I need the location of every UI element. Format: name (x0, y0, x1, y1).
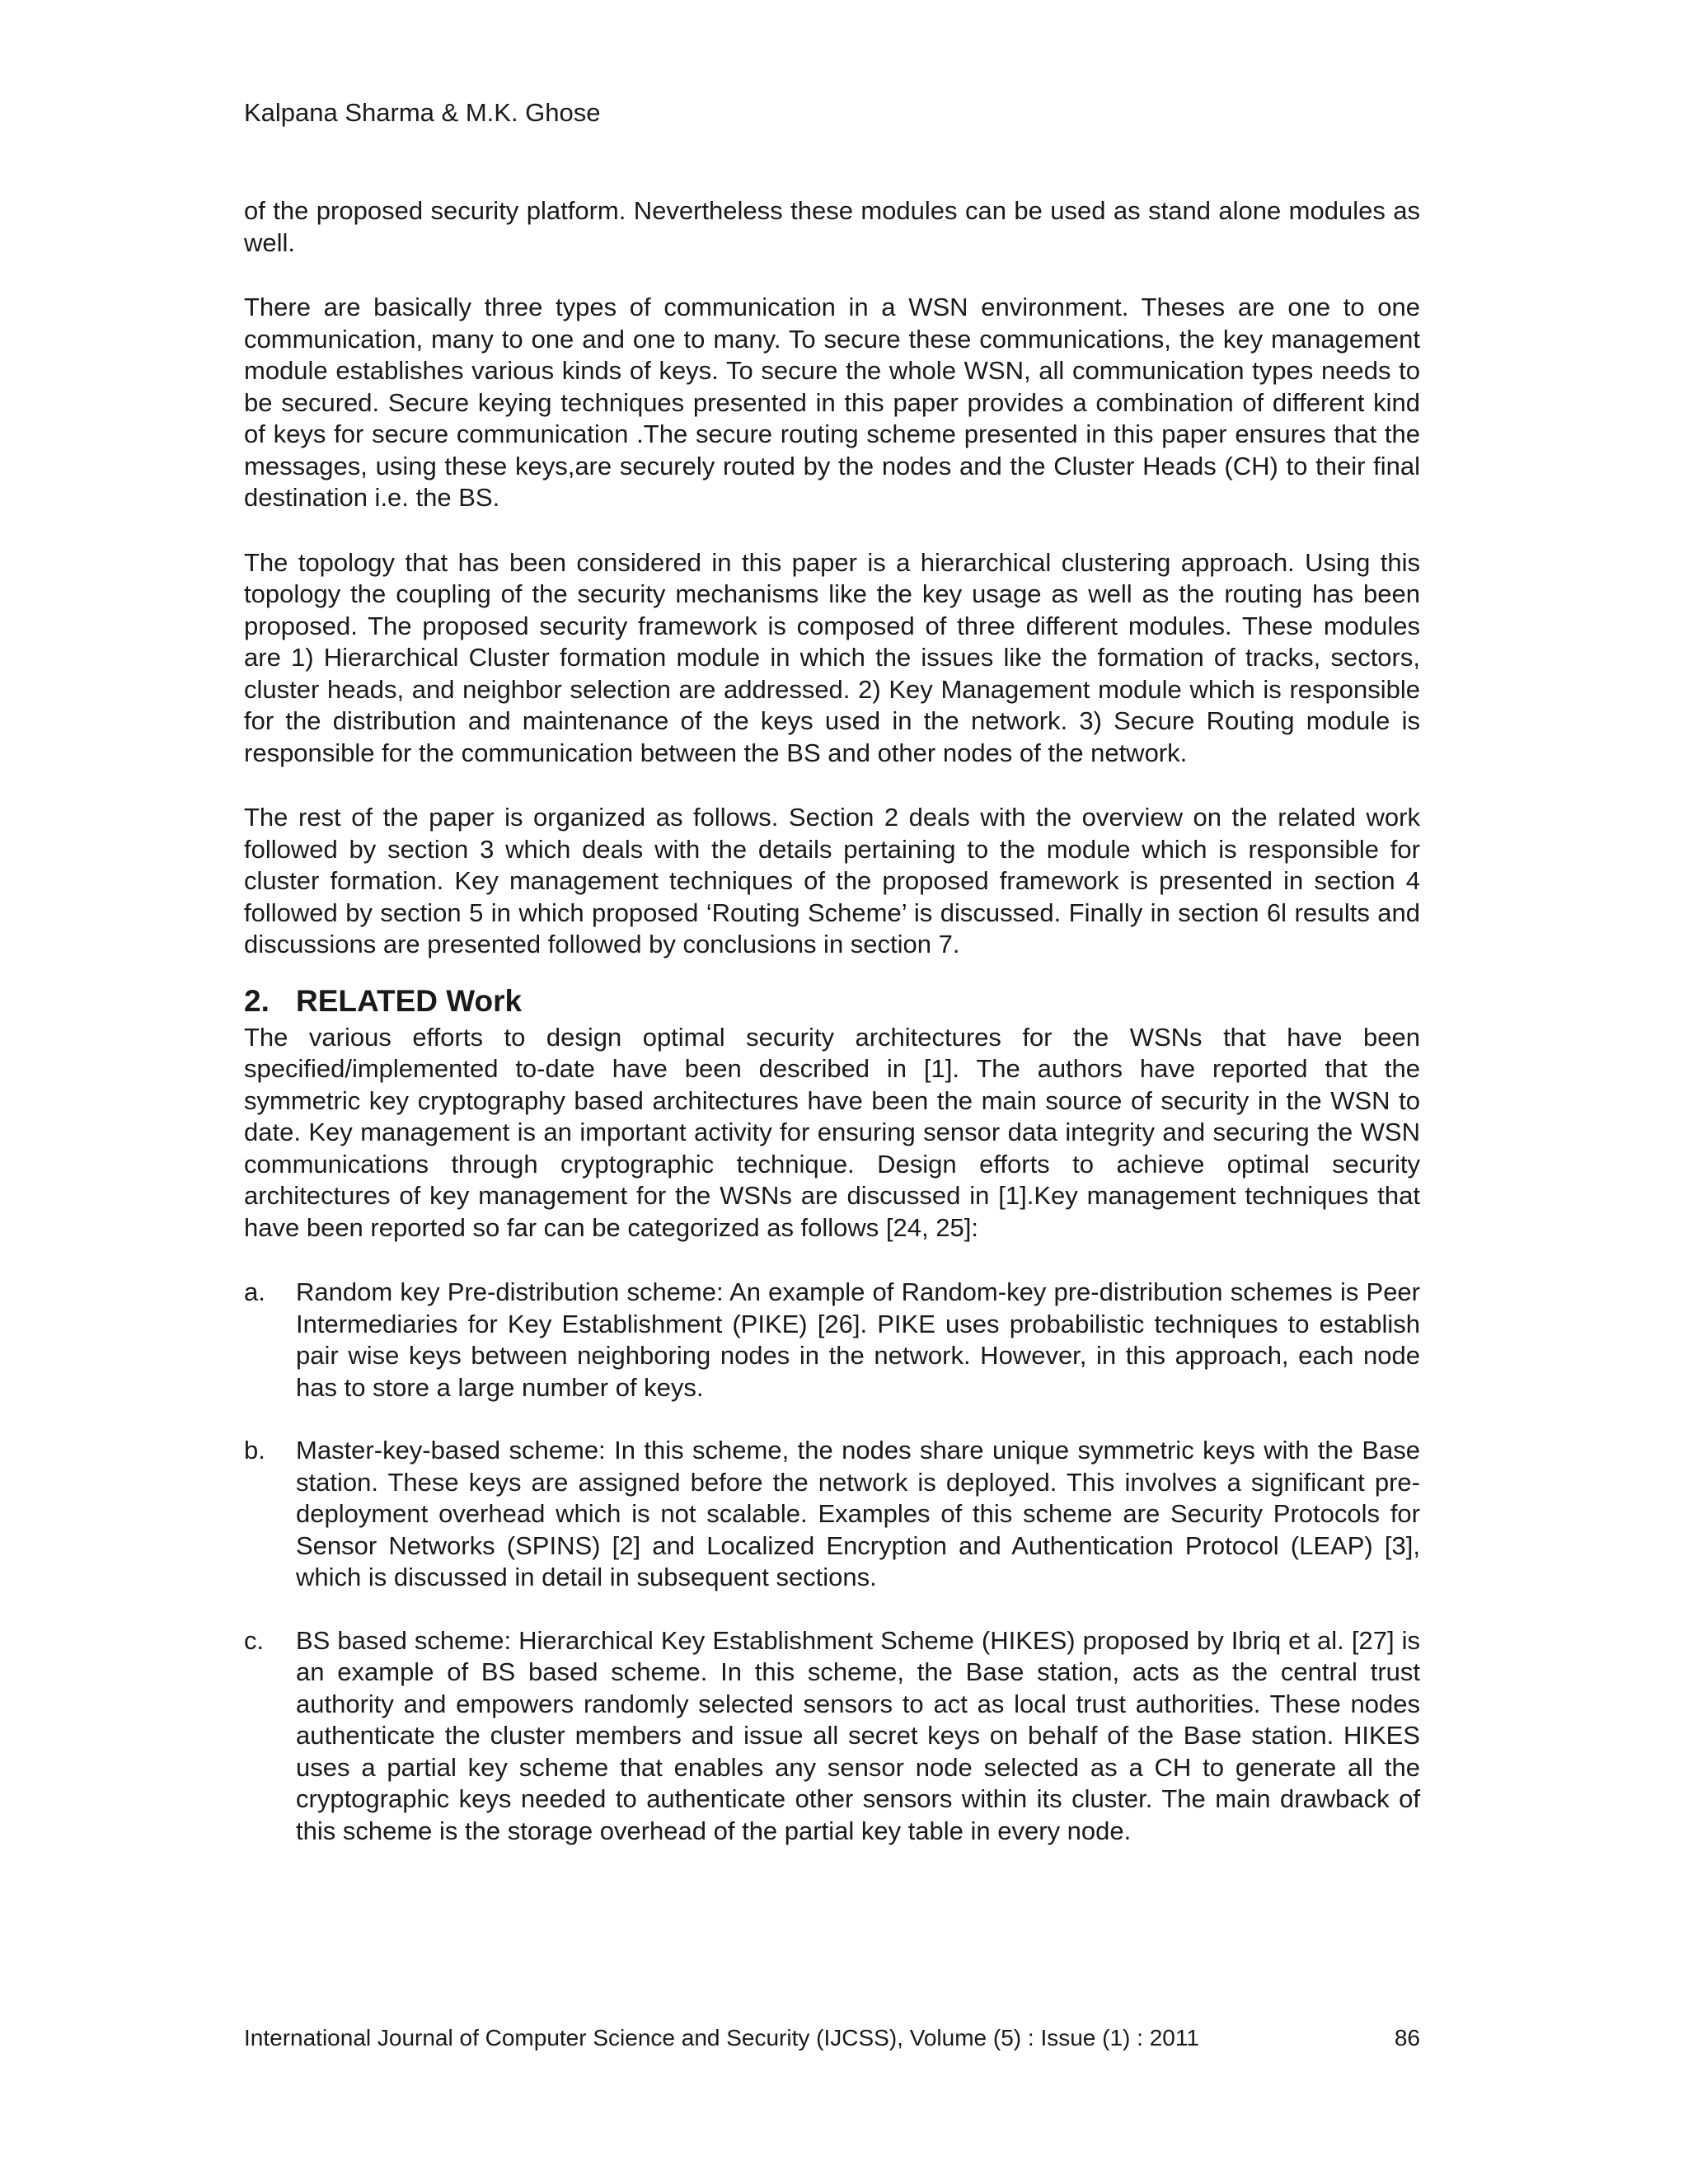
list-marker: c. (244, 1625, 265, 1655)
body-column (244, 195, 1420, 1878)
list-marker: a. (244, 1277, 265, 1306)
paragraph-communication-types: There are basically three types of communication in a WSN environment. Theses are one to one communication, many to one and one to many. To secure these communications, the key management module establishes various kinds of keys. To secure the whole WSN, all communication types needs to be secured. Secure keying techniques presented in this paper provides a combination of different kind of keys for secure communication .The secure routing scheme presented in this paper ensures that the messages, using these keys,are securely routed by the nodes and the Cluster Heads (CH) to their final destination i.e. the BS. (244, 293, 1420, 512)
page-number: 86 (1394, 2025, 1420, 2050)
scheme-list (244, 1277, 1420, 1847)
paragraph-topology: The topology that has been considered in this paper is a hierarchical clustering approach. Using this topology the coupling of the security mechanisms like the key usage as well as the routing has been proposed. The proposed security framework is composed of three different modules. These modules are 1) Hierarchical Cluster formation module in which the issues like the formation of tracks, sectors, cluster heads, and neighbor selection are addressed. 2) Key Management module which is responsible for the distribution and maintenance of the keys used in the network. 3) Secure Routing module is responsible for the communication between the BS and other nodes of the network. (244, 547, 1420, 767)
list-item-text: Random key Pre-distribution scheme: An example of Random-key pre-distribution schemes is Peer Intermediaries for Key Establishment (PIKE) [26]. PIKE uses probabilistic techniques to establish pair wise keys between neighboring nodes in the network. However, in this approach, each node has to store a large number of keys. (296, 1277, 1420, 1402)
list-item (244, 1277, 1420, 1404)
running-head: Kalpana Sharma & M.K. Ghose (244, 98, 601, 127)
footer-journal: International Journal of Computer Science and Security (IJCSS), Volume (5) : Issue (1) : 2011 (244, 2025, 1199, 2050)
list-item (244, 1435, 1420, 1594)
list-marker: b. (244, 1436, 265, 1465)
list-item-text: BS based scheme: Hierarchical Key Establishment Scheme (HIKES) proposed by Ibriq et al. [27] is an example of BS based scheme. In this scheme, the Base station, acts as the central trust authority and empowers randomly selected sensors to act as local trust authorities. These nodes authenticate the cluster members and issue all secret keys on behalf of the Base station. HIKES uses a partial key scheme that enables any sensor node selected as a CH to generate all the cryptographic keys needed to authenticate other sensors within its cluster. The main drawback of this scheme is the storage overhead of the partial key table in every node. (296, 1625, 1420, 1845)
paragraph-continuation: of the proposed security platform. Nevertheless these modules can be used as stand alone modules as well. (244, 196, 1420, 257)
section-title: RELATED Work (296, 983, 523, 1018)
list-item-text: Master-key-based scheme: In this scheme, the nodes share unique symmetric keys with the Base station. These keys are assigned before the network is deployed. This involves a significant pre-deployment overhead which is not scalable. Examples of this scheme are Security Protocols for Sensor Networks (SPINS) [2] and Localized Encryption and Authentication Protocol (LEAP) [3], which is discussed in detail in subsequent sections. (296, 1436, 1420, 1591)
list-item (244, 1625, 1420, 1848)
section-intro: The various efforts to design optimal security architectures for the WSNs that have been specified/implemented to-date have been described in [1]. The authors have reported that the symmetric key cryptography based architectures have been the main source of security in the WSN to date. Key management is an important activity for ensuring sensor data integrity and securing the WSN communications through cryptographic technique. Design efforts to achieve optimal security architectures of key management for the WSNs are discussed in [1].Key management techniques that have been reported so far can be categorized as follows [24, 25]: (244, 1022, 1420, 1242)
section-heading (244, 982, 1420, 1020)
paragraph-organization: The rest of the paper is organized as follows. Section 2 deals with the overview on the related work followed by section 3 which deals with the details pertaining to the module which is responsible for cluster formation. Key management techniques of the proposed framework is presented in section 4 followed by section 5 in which proposed ‘Routing Scheme’ is discussed. Finally in section 6l results and discussions are presented followed by conclusions in section 7. (244, 803, 1420, 958)
section-number: 2. (244, 983, 270, 1018)
